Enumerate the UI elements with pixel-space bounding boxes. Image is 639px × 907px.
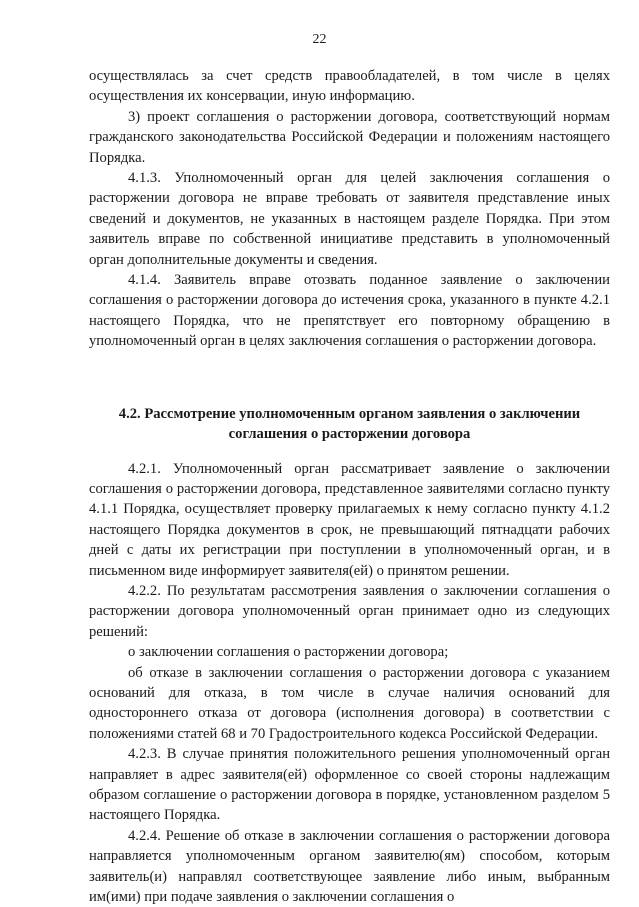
paragraph-4-2-3: 4.2.3. В случае принятия положительного решения уполномоченный орган направляет в адрес заявителя(ей) оформленное со своей стороны надлежащим образом соглашение о расторжении договора в порядке, установленном разделом 5 настоящего Порядка.	[89, 746, 610, 824]
document-body	[89, 66, 610, 907]
paragraph-4-2-4: 4.2.4. Решение об отказе в заключении соглашения о расторжении договора направляется уполномоченным органом заявителю(ям) способом, которым заявитель(и) направлял соответствующее заявление либо иным, выбранным им(ими) при подаче заявления о заключении соглашения о	[89, 827, 610, 906]
heading-spacer	[89, 445, 610, 459]
paragraph-4-2-2: 4.2.2. По результатам рассмотрения заявления о заключении соглашения о расторжении договора уполномоченный орган принимает одно из следующих решений:	[89, 582, 610, 640]
section-heading	[89, 404, 610, 445]
section-heading-line-2: соглашения о расторжении договора	[228, 426, 471, 443]
decision-option-conclude: о заключении соглашения о расторжении договора;	[128, 644, 449, 661]
page-number: 22	[312, 32, 327, 47]
decision-option-refuse: об отказе в заключении соглашения о расторжении договора с указанием оснований для отказа, в том числе в случае наличия оснований для одностороннего отказа от договора (исполнения договора) в соответствии с положениями статей 68 и 70 Градостроительного кодекса Российской Федерации.	[89, 664, 610, 742]
section-spacer	[89, 352, 610, 404]
section-heading-line-1: 4.2. Рассмотрение уполномоченным органом заявления о заключении	[118, 405, 581, 422]
paragraph-item-3: 3) проект соглашения о расторжении договора, соответствующий нормам гражданского законодательства Российской Федерации и положениям настоящего Порядка.	[89, 108, 610, 166]
paragraph-4-2-1: 4.2.1. Уполномоченный орган рассматривает заявление о заключении соглашения о расторжении договора, представленное заявителями согласно пункту 4.1.1 Порядка, осуществляет проверку прилагаемых к нему согласно пункту 4.1.2 настоящего Порядка документов в срок, не превышающий пятнадцати рабочих дней с даты их регистрации при поступлении в уполномоченный орган, и в письменном виде информирует заявителя(ей) о принятом решении.	[89, 460, 610, 579]
paragraph-consent-info: осуществлялась за счет средств правообладателей, в том числе в целях осуществления их консервации, иную информацию.	[89, 68, 610, 105]
paragraph-4-1-4: 4.1.4. Заявитель вправе отозвать поданное заявление о заключении соглашения о расторжении договора до истечения срока, указанного в пункте 4.2.1 настоящего Порядка, что не препятствует его повторному обращению в уполномоченный орган в целях заключения соглашения о расторжении договора.	[89, 272, 610, 350]
paragraph-4-1-3: 4.1.3. Уполномоченный орган для целей заключения соглашения о расторжении договора не вправе требовать от заявителя представление иных сведений и документов, не указанных в настоящем разделе Порядка. При этом заявитель вправе по собственной инициативе представить в уполномоченный орган дополнительные документы и сведения.	[89, 170, 610, 268]
